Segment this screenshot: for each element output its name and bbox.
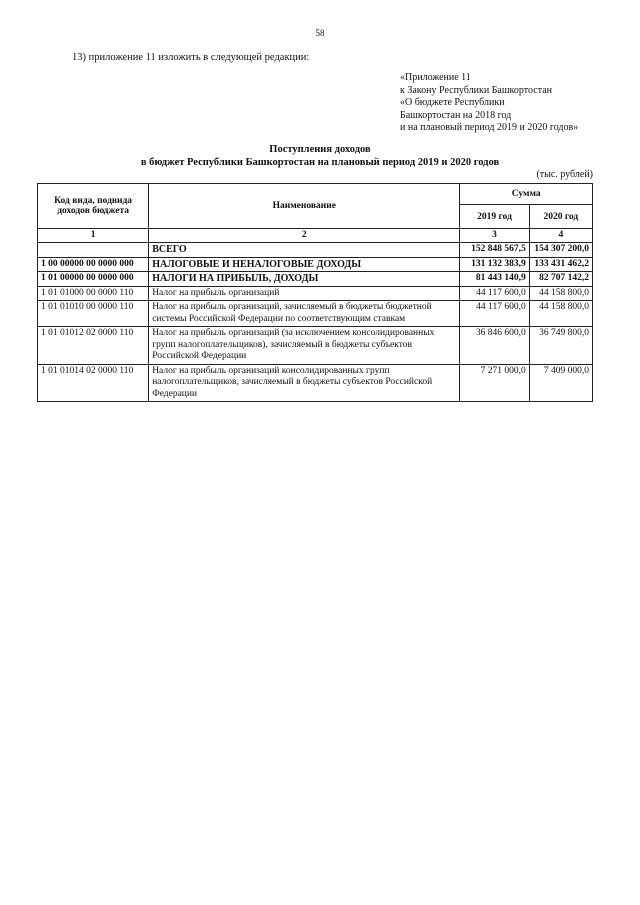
table-row bbox=[38, 364, 593, 402]
table-row bbox=[38, 243, 593, 258]
appendix-ref-line: Башкортостан на 2018 год bbox=[400, 109, 512, 121]
appendix-ref-line: и на плановый период 2019 и 2020 годов» bbox=[400, 122, 579, 133]
column-number: 1 bbox=[38, 229, 149, 243]
page-number: 58 bbox=[315, 28, 325, 38]
row-name: Налог на прибыль организаций, зачисляемый в бюджеты бюджетной системы Российской Федерации по соответствующим ставкам bbox=[149, 301, 460, 327]
row-value-2019: 44 117 600,0 bbox=[460, 301, 529, 327]
appendix-ref-line: «Приложение 11 bbox=[400, 72, 471, 83]
appendix-ref-line: «О бюджете Республики bbox=[400, 97, 505, 108]
table-row bbox=[38, 327, 593, 365]
row-value-2019: 7 271 000,0 bbox=[460, 364, 529, 402]
row-value-2020: 133 431 462,2 bbox=[529, 257, 592, 272]
row-code: 1 01 01000 00 0000 110 bbox=[38, 286, 149, 301]
row-code: 1 00 00000 00 0000 000 bbox=[38, 257, 149, 272]
appendix-reference bbox=[400, 72, 578, 135]
document-title bbox=[0, 143, 640, 169]
column-number: 3 bbox=[460, 229, 529, 243]
row-code bbox=[38, 243, 149, 258]
column-number: 4 bbox=[529, 229, 592, 243]
row-value-2020: 82 707 142,2 bbox=[529, 272, 592, 287]
row-code: 1 01 00000 00 0000 000 bbox=[38, 272, 149, 287]
row-name: НАЛОГИ НА ПРИБЫЛЬ, ДОХОДЫ bbox=[149, 272, 460, 287]
title-line-2: в бюджет Республики Башкортостан на плановый период 2019 и 2020 годов bbox=[140, 157, 500, 168]
table-row bbox=[38, 301, 593, 327]
row-value-2020: 36 749 800,0 bbox=[529, 327, 592, 365]
header-code: Код вида, подвида доходов бюджета bbox=[38, 184, 149, 229]
row-value-2020: 7 409 000,0 bbox=[529, 364, 592, 402]
row-value-2019: 131 132 383,9 bbox=[460, 257, 529, 272]
title-line-1: Поступления доходов bbox=[269, 144, 371, 155]
row-code: 1 01 01012 02 0000 110 bbox=[38, 327, 149, 365]
header-name: Наименование bbox=[149, 184, 460, 229]
header-year-2019: 2019 год bbox=[460, 205, 529, 229]
row-value-2019: 81 443 140,9 bbox=[460, 272, 529, 287]
income-table bbox=[37, 183, 593, 402]
header-sum: Сумма bbox=[460, 184, 593, 205]
row-name: Налог на прибыль организаций консолидированных групп налогоплательщиков, зачисляемый в бюджеты субъектов Российской Федерации bbox=[149, 364, 460, 402]
row-name: ВСЕГО bbox=[149, 243, 460, 258]
row-value-2019: 36 846 600,0 bbox=[460, 327, 529, 365]
header-year-2020: 2020 год bbox=[529, 205, 592, 229]
row-value-2020: 44 158 800,0 bbox=[529, 301, 592, 327]
units-note: (тыс. рублей) bbox=[536, 169, 593, 180]
row-value-2019: 44 117 600,0 bbox=[460, 286, 529, 301]
row-value-2020: 154 307 200,0 bbox=[529, 243, 592, 258]
table-row bbox=[38, 257, 593, 272]
appendix-ref-line: к Закону Республики Башкортостан bbox=[400, 84, 552, 96]
row-name: Налог на прибыль организаций bbox=[149, 286, 460, 301]
row-value-2020: 44 158 800,0 bbox=[529, 286, 592, 301]
row-code: 1 01 01010 00 0000 110 bbox=[38, 301, 149, 327]
row-name: Налог на прибыль организаций (за исключением консолидированных групп налогоплательщиков), зачисляемый в бюджеты субъектов Российской Федерации bbox=[149, 327, 460, 365]
row-code: 1 01 01014 02 0000 110 bbox=[38, 364, 149, 402]
row-name: НАЛОГОВЫЕ И НЕНАЛОГОВЫЕ ДОХОДЫ bbox=[149, 257, 460, 272]
column-number: 2 bbox=[149, 229, 460, 243]
table-row bbox=[38, 272, 593, 287]
row-value-2019: 152 848 567,5 bbox=[460, 243, 529, 258]
amendment-intro: 13) приложение 11 изложить в следующей редакции: bbox=[72, 52, 310, 63]
table-row bbox=[38, 286, 593, 301]
